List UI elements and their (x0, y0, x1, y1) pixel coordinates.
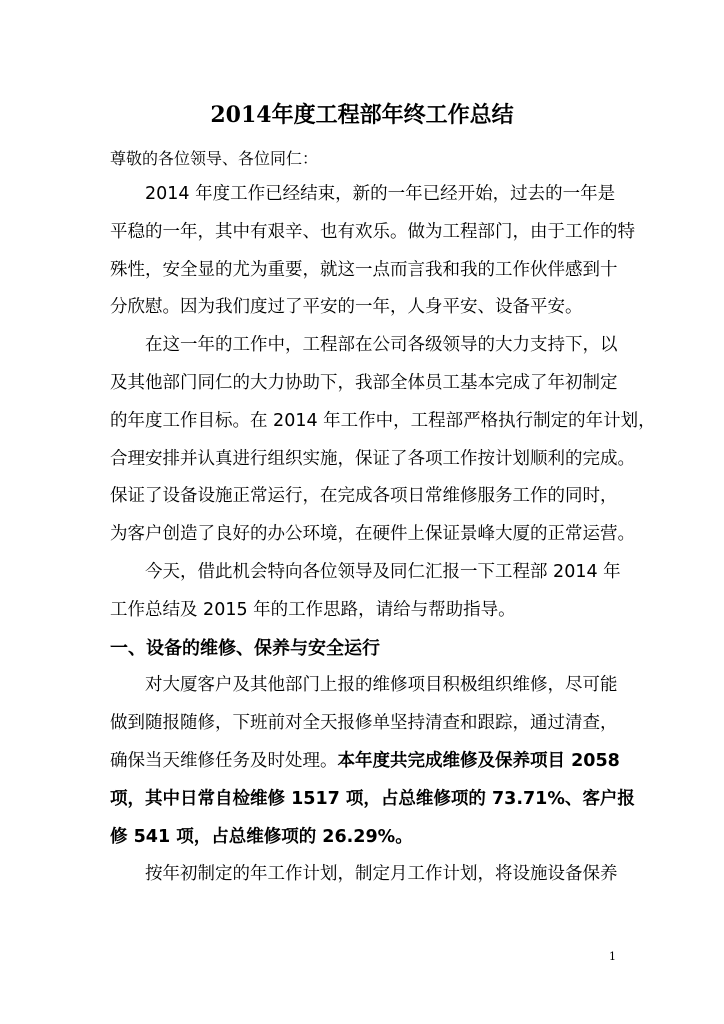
document-body (110, 176, 656, 894)
bold-text: 本年度共完成维修及保养项目 2058 (337, 750, 620, 771)
text-line (110, 819, 620, 857)
text-line (110, 516, 635, 554)
text-line (110, 667, 620, 705)
text-segment: 今天，借此机会特向各位领导及同仁汇报一下工程部 2014 年 (145, 561, 621, 582)
text-segment: 殊性，安全显的尤为重要，就这一点而言我和我的工作伙伴感到十 (110, 259, 618, 280)
text-line (110, 781, 635, 819)
text-segment: 一、设备的维修、保养与安全运行 (110, 637, 380, 659)
text-line (110, 365, 620, 403)
text-line (110, 478, 620, 516)
text-segment: 保证了设备设施正常运行，在完成各项日常维修服务工作的同时， (110, 486, 618, 507)
text-line (110, 327, 620, 365)
text-segment: 的年度工作目标。在 2014 年工作中，工程部严格执行制定的年计划， (110, 410, 656, 431)
text-segment: 及其他部门同仁的大力协助下，我部全体员工基本完成了年初制定 (110, 372, 618, 393)
text-segment: 确保当天维修任务及时处理。 (110, 750, 338, 771)
text-segment: 对大厦客户及其他部门上报的维修项目积极组织维修，尽可能 (145, 675, 618, 696)
text-segment: 为客户创造了良好的办公环境，在硬件上保证景峰大厦的正常运营。 (110, 524, 635, 545)
bold-text: 项，其中日常自检维修 1517 项，占总维修项的 73.71%、客户报 (110, 788, 635, 809)
text-line (110, 441, 635, 479)
text-line (110, 856, 620, 894)
text-segment: 分欣慰。因为我们度过了平安的一年，人身平安、设备平安。 (110, 297, 583, 318)
text-line (110, 289, 620, 327)
document-title: 2014年度工程部年终工作总结 (210, 102, 514, 128)
section-heading (110, 630, 620, 668)
text-segment: 2014 年度工作已经结束，新的一年已经开始，过去的一年是 (145, 184, 616, 204)
text-segment: 做到随报随修，下班前对全天报修单坚持清查和跟踪，通过清查， (110, 713, 618, 734)
text-line (110, 705, 620, 743)
text-line (110, 214, 635, 252)
text-segment: 工作总结及 2015 年的工作思路，请给与帮助指导。 (110, 599, 516, 620)
text-segment: 在这一年的工作中，工程部在公司各级领导的大力支持下，以 (145, 335, 618, 356)
page-number: 1 (609, 950, 616, 963)
text-line (110, 252, 620, 290)
text-segment: 按年初制定的年工作计划，制定月工作计划，将设施设备保养 (145, 864, 618, 885)
text-line (110, 554, 620, 592)
greeting: 尊敬的各位领导、各位同仁： (110, 149, 319, 168)
text-line (110, 743, 620, 781)
text-line (110, 592, 620, 630)
bold-text: 修 541 项，占总维修项的 26.29%。 (110, 826, 413, 847)
text-line (110, 403, 656, 441)
text-line (110, 176, 620, 214)
text-segment: 平稳的一年，其中有艰辛、也有欢乐。做为工程部门，由于工作的特 (110, 221, 635, 242)
text-segment: 合理安排并认真进行组织实施，保证了各项工作按计划顺利的完成。 (110, 448, 635, 469)
